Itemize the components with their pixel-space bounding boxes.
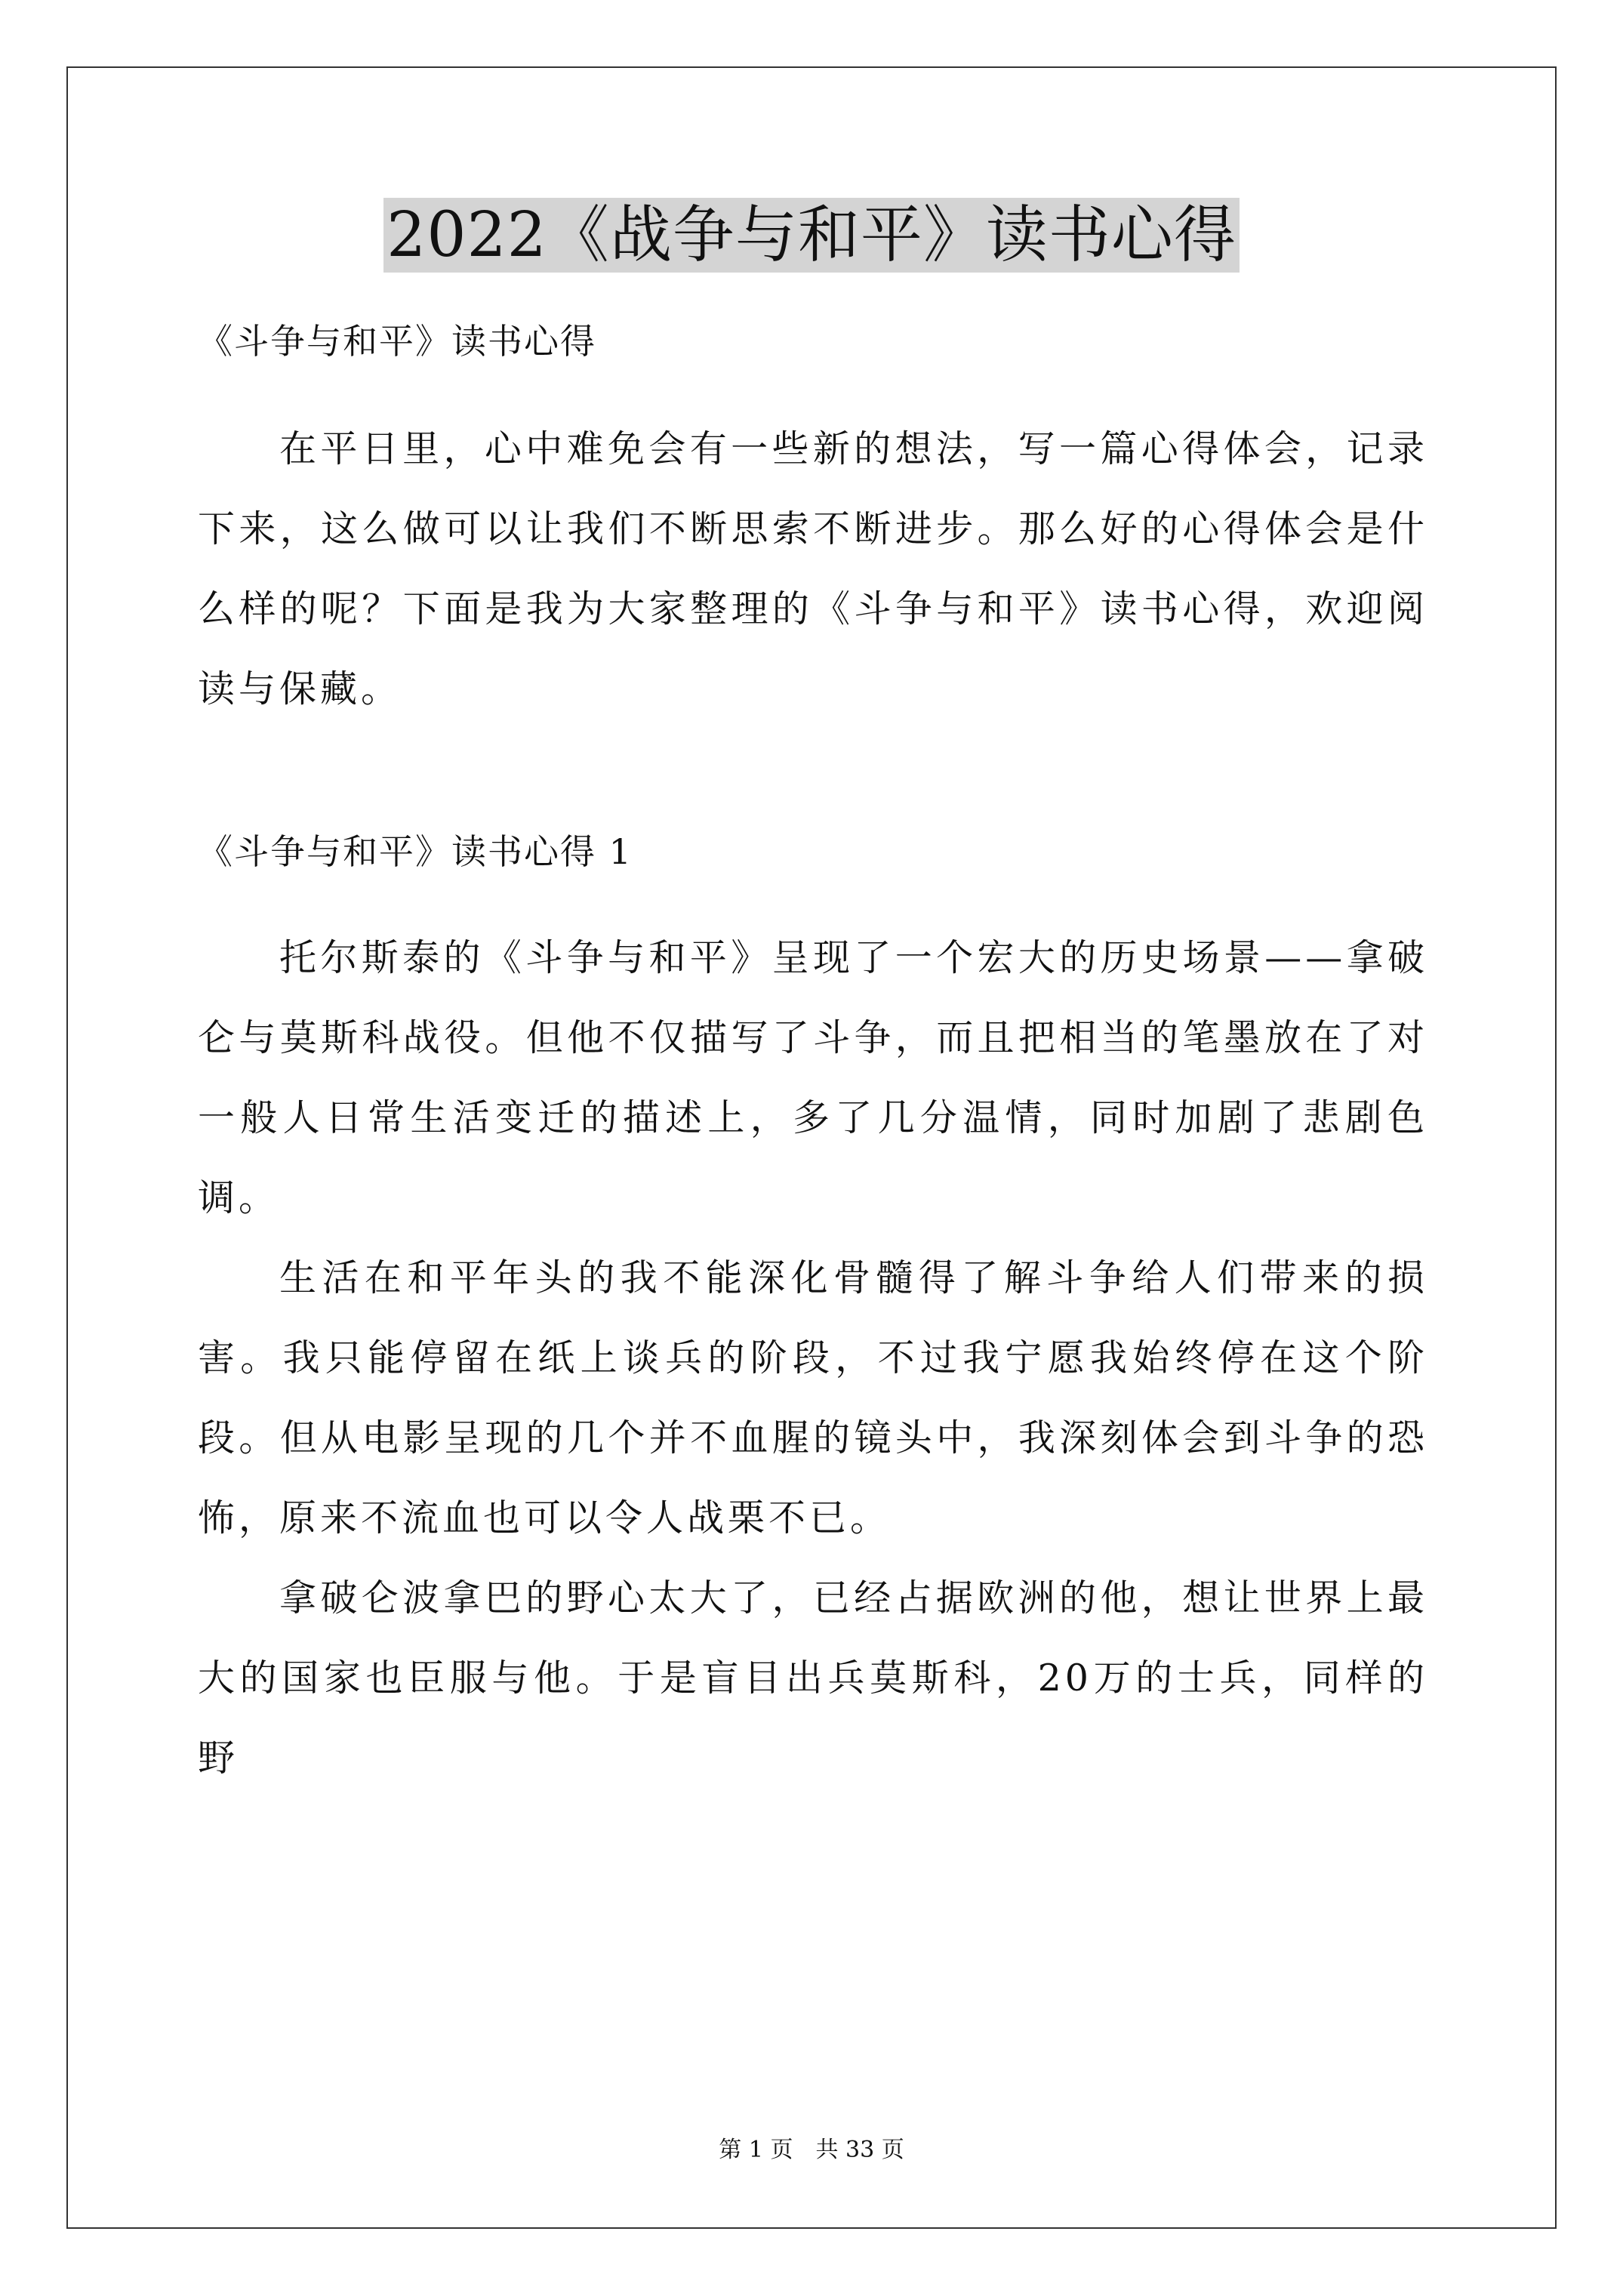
body-paragraph-2: 生活在和平年头的我不能深化骨髓得了解斗争给人们带来的损害。我只能停留在纸上谈兵的阶段，不过我宁愿我始终停在这个阶段。但从电影呈现的几个并不血腥的镜头中，我深刻体会到斗争的恐怖，原来不流血也可以令人战栗不已。: [198, 1256, 1428, 1539]
body-paragraph-3: 拿破仑波拿巴的野心太大了，已经占据欧洲的他，想让世界上最大的国家也臣服与他。于是盲目出兵莫斯科，20万的士兵，同样的野: [198, 1576, 1428, 1780]
document-title: [0, 198, 1623, 273]
document-body: [198, 302, 1428, 1798]
body-paragraph-1: 托尔斯泰的《斗争与和平》呈现了一个宏大的历史场景——拿破仑与莫斯科战役。但他不仅描写了斗争，而且把相当的笔墨放在了对一般人日常生活变迁的描述上，多了几分温情，同时加剧了悲剧色调。: [198, 936, 1428, 1219]
intro-paragraph: 在平日里，心中难免会有一些新的想法，写一篇心得体会，记录下来，这么做可以让我们不断思索不断进步。那么好的心得体会是什么样的呢？下面是我为大家整理的《斗争与和平》读书心得，欢迎阅读与保藏。: [198, 427, 1428, 710]
section-heading: 《斗争与和平》读书心得 1: [198, 831, 633, 872]
page-number: 第 1 页 共 33 页: [719, 2137, 904, 2163]
intro-heading: 《斗争与和平》读书心得: [198, 321, 596, 362]
section-spacer: [198, 729, 1428, 812]
heading-spacer: [198, 891, 1428, 918]
document-title-text: 2022《战争与和平》读书心得: [383, 198, 1240, 273]
